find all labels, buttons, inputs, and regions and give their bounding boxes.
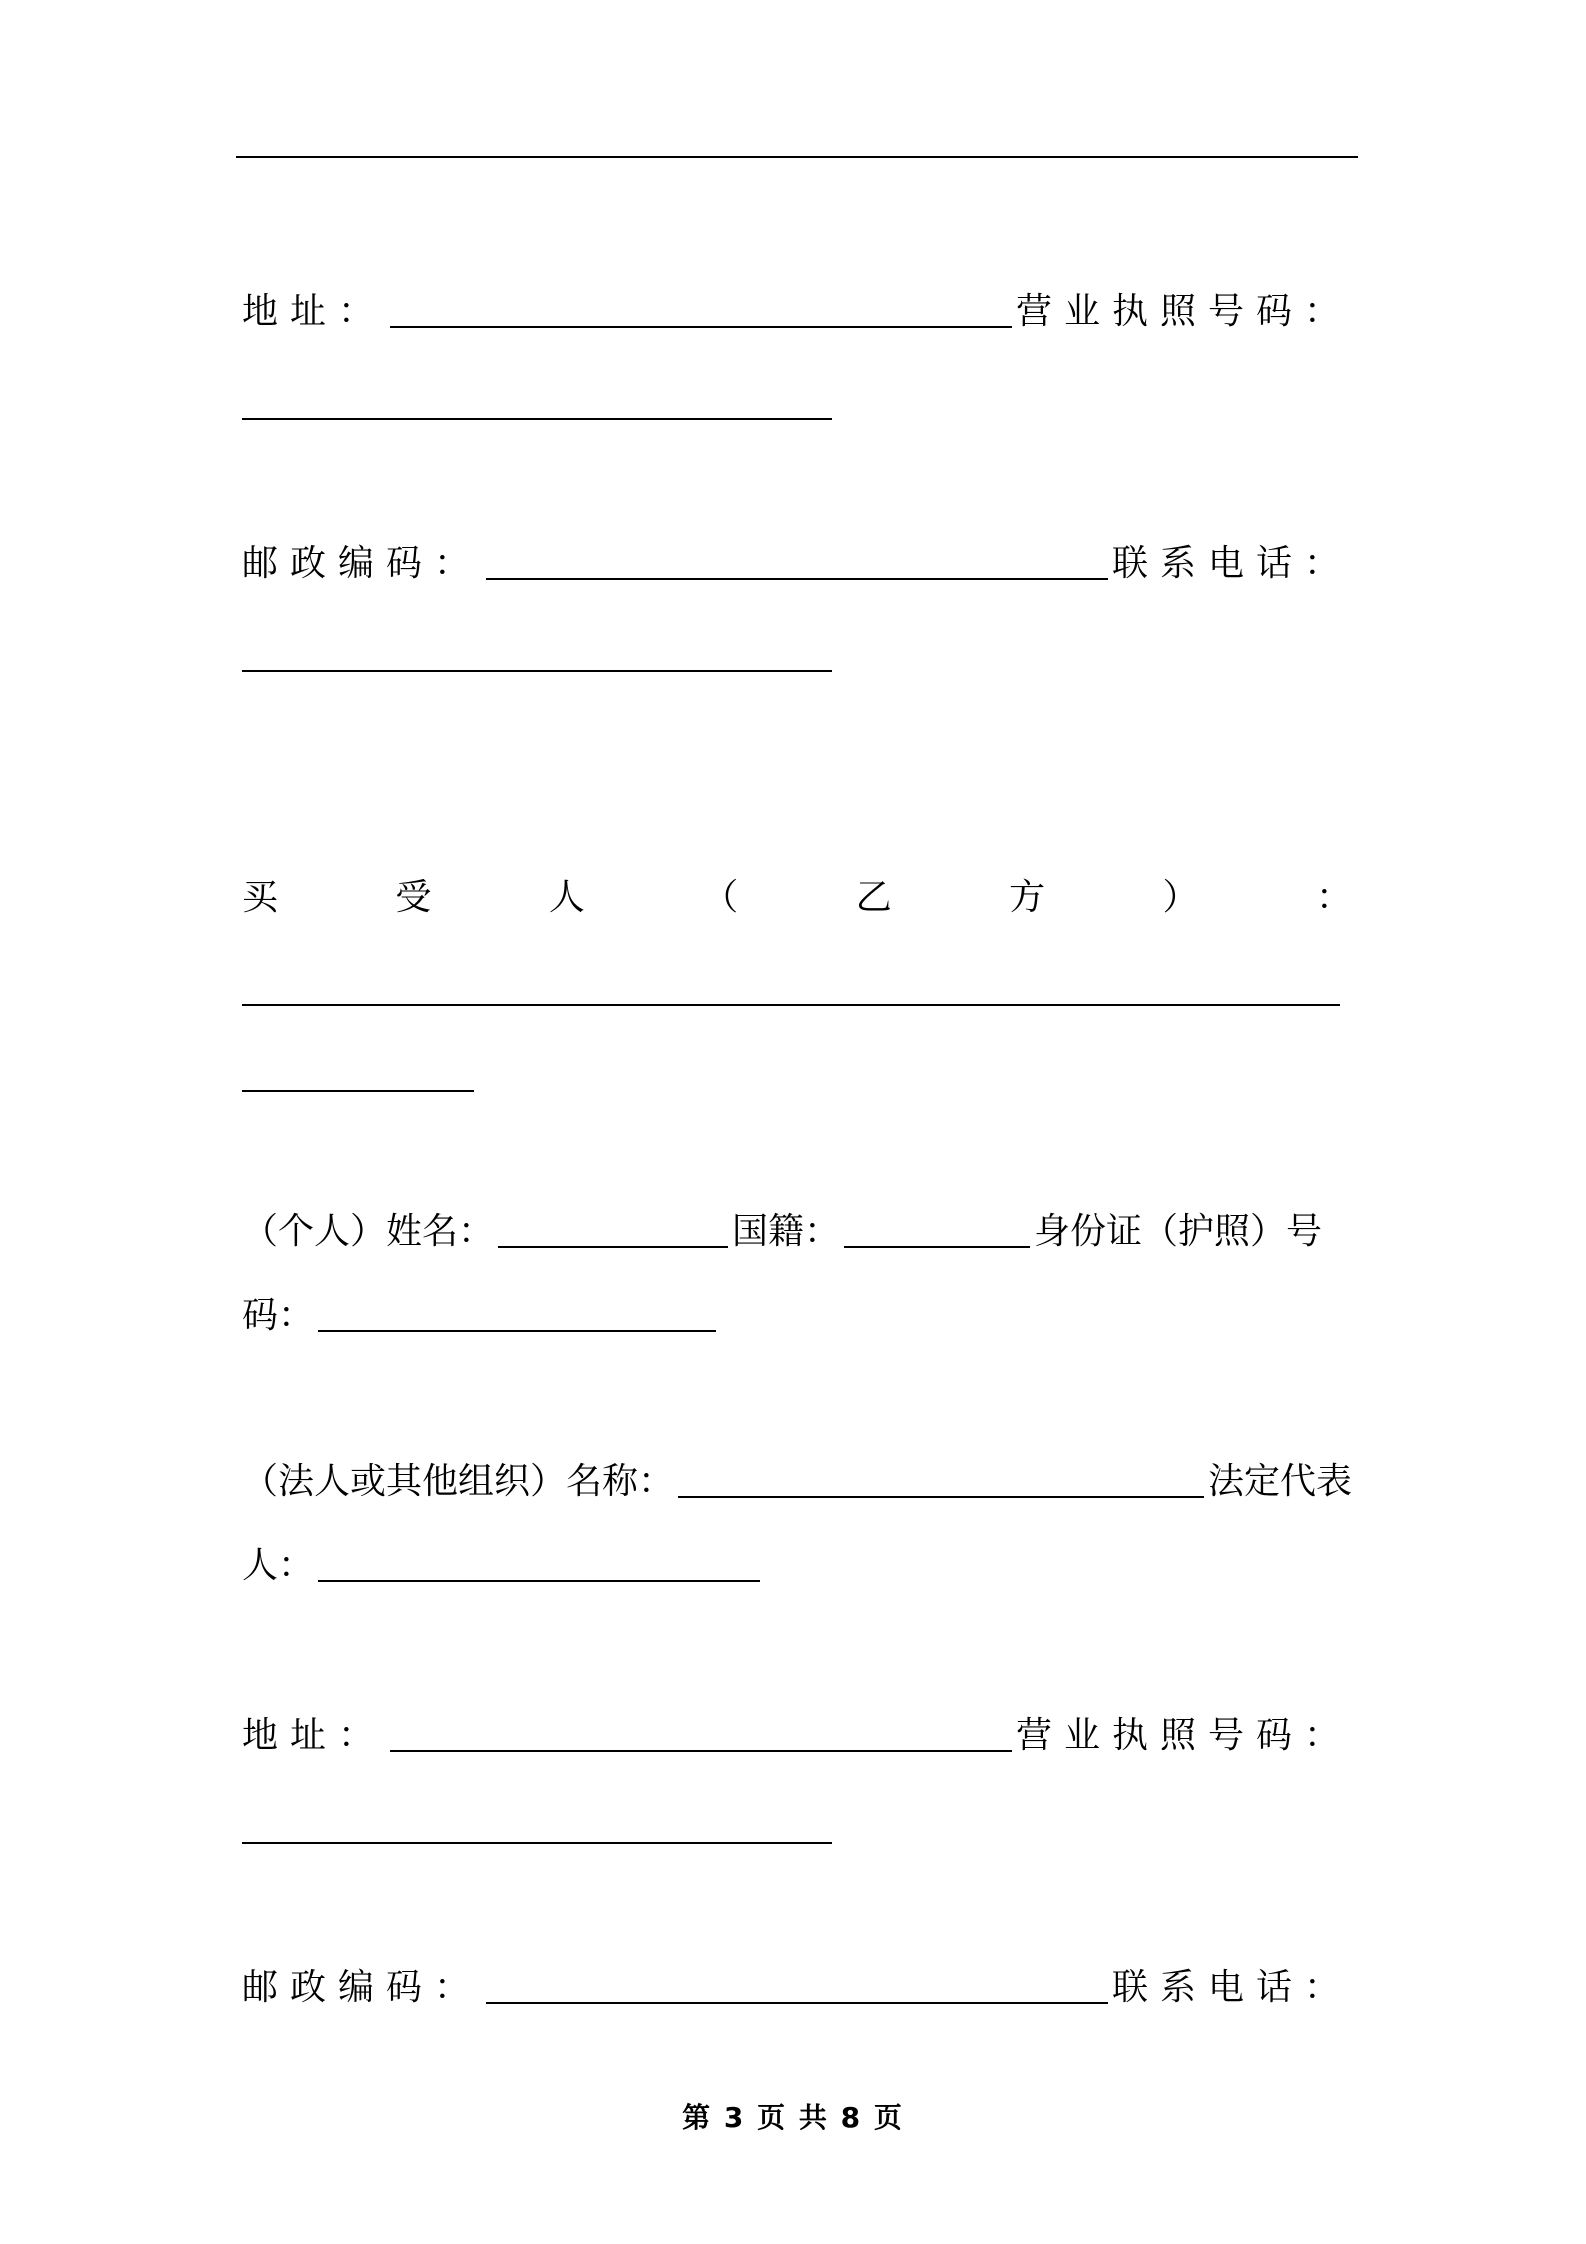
- entity-row: [242, 1452, 1352, 1512]
- license-label: 营业执照号码：: [1015, 291, 1352, 332]
- buyer-heading-char: 买: [242, 877, 279, 918]
- legal-rep-label: 法定代表: [1207, 1461, 1352, 1502]
- postal-label: 邮政编码：: [242, 543, 483, 584]
- individual-id-row: [242, 1286, 1352, 1346]
- postal-blank[interactable]: [486, 548, 1108, 580]
- buyer-postal-row: [242, 1958, 1352, 2018]
- license-label: 营业执照号码：: [1015, 1715, 1352, 1756]
- buyer-heading: [242, 868, 1352, 928]
- seller-postal-row: [242, 534, 1352, 594]
- id-label-cont: 码：: [242, 1295, 315, 1336]
- buyer-heading-char: ）: [1162, 877, 1199, 918]
- id-label: 身份证（护照）号: [1034, 1211, 1323, 1252]
- id-number-blank[interactable]: [318, 1300, 716, 1332]
- license-blank[interactable]: [242, 418, 832, 420]
- buyer-heading-char: 乙: [855, 877, 892, 918]
- phone-blank[interactable]: [242, 670, 832, 672]
- header-rule: [236, 156, 1358, 158]
- postal-label: 邮政编码：: [242, 1967, 483, 2008]
- individual-name-blank[interactable]: [498, 1216, 728, 1248]
- seller-address-row: [242, 282, 1352, 342]
- buyer-heading-char: ：: [1315, 877, 1352, 918]
- legal-rep-label-cont: 人：: [242, 1545, 315, 1586]
- nationality-label: 国籍：: [732, 1211, 841, 1252]
- individual-name-label: （个人）姓名：: [242, 1211, 495, 1252]
- phone-label: 联系电话：: [1111, 543, 1352, 584]
- entity-name-blank[interactable]: [678, 1466, 1204, 1498]
- buyer-heading-char: （: [702, 877, 739, 918]
- buyer-address-row: [242, 1706, 1352, 1766]
- buyer-name-blank-1[interactable]: [242, 1004, 1340, 1006]
- page-footer: 第 3 页 共 8 页: [682, 2101, 904, 2134]
- address-blank[interactable]: [390, 296, 1012, 328]
- postal-blank[interactable]: [486, 1972, 1108, 2004]
- license-blank[interactable]: [242, 1842, 832, 1844]
- buyer-heading-char: 方: [1009, 877, 1046, 918]
- entity-name-label: （法人或其他组织）名称：: [242, 1461, 675, 1502]
- nationality-blank[interactable]: [844, 1216, 1030, 1248]
- individual-row: [242, 1202, 1352, 1262]
- legal-rep-row: [242, 1536, 1352, 1596]
- buyer-name-blank-2[interactable]: [242, 1090, 474, 1092]
- buyer-heading-char: 受: [395, 877, 432, 918]
- phone-label: 联系电话：: [1111, 1967, 1352, 2008]
- address-label: 地址：: [242, 291, 387, 332]
- address-blank[interactable]: [390, 1720, 1012, 1752]
- buyer-heading-char: 人: [548, 877, 585, 918]
- address-label: 地址：: [242, 1715, 387, 1756]
- legal-rep-blank[interactable]: [318, 1550, 760, 1582]
